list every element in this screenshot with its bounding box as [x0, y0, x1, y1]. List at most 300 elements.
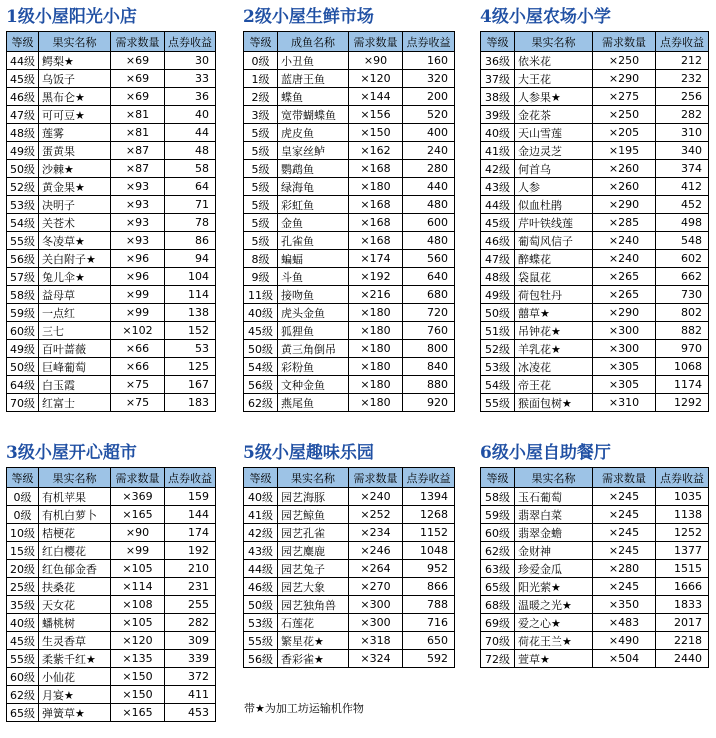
name-cell: 萱草★: [515, 650, 593, 668]
table-row: [481, 394, 709, 412]
level-cell: 5级: [244, 196, 278, 214]
quantity-cell: ×135: [111, 650, 165, 668]
level-cell: 56级: [7, 250, 39, 268]
quantity-cell: ×81: [111, 124, 165, 142]
panel-title: 6级小屋自助餐厅: [480, 443, 611, 463]
table-row: [244, 52, 455, 70]
quantity-cell: ×245: [593, 488, 656, 506]
table-row: [244, 250, 455, 268]
table-row: [481, 488, 709, 506]
level-cell: 53级: [481, 358, 515, 376]
level-cell: 36级: [481, 52, 515, 70]
coupon-cell: 372: [165, 668, 216, 686]
name-cell: 醉蝶花: [515, 250, 593, 268]
level-cell: 50级: [244, 596, 278, 614]
level-cell: 54级: [7, 214, 39, 232]
table-row: [244, 196, 455, 214]
name-cell: 益母草: [39, 286, 111, 304]
table-row: [481, 250, 709, 268]
column-header: 等级: [244, 32, 278, 52]
table-row: [244, 596, 455, 614]
coupon-cell: 1666: [656, 578, 709, 596]
coupon-cell: 212: [656, 52, 709, 70]
name-cell: 蟠桃树: [39, 614, 111, 632]
name-cell: 彩粉鱼: [278, 358, 349, 376]
name-cell: 红富士: [39, 394, 111, 412]
quantity-cell: ×490: [593, 632, 656, 650]
table-row: [481, 178, 709, 196]
table-row: [481, 70, 709, 88]
column-header: 需求数量: [593, 32, 656, 52]
column-header: 点券收益: [165, 468, 216, 488]
table-row: [244, 358, 455, 376]
column-header: 果实名称: [39, 32, 111, 52]
table-happy-supermarket: [6, 467, 216, 722]
table-row: [7, 614, 216, 632]
table-buffet-restaurant: [480, 467, 709, 668]
level-cell: 54级: [244, 358, 278, 376]
name-cell: 温暖之光★: [515, 596, 593, 614]
level-cell: 55级: [7, 650, 39, 668]
table-row: [481, 376, 709, 394]
quantity-cell: ×245: [593, 578, 656, 596]
name-cell: 阳光萦★: [515, 578, 593, 596]
name-cell: 黄金果★: [39, 178, 111, 196]
name-cell: 园艺独角兽: [278, 596, 349, 614]
coupon-cell: 440: [403, 178, 455, 196]
column-header: 需求数量: [111, 32, 165, 52]
level-cell: 49级: [7, 142, 39, 160]
table-row: [244, 124, 455, 142]
coupon-cell: 210: [165, 560, 216, 578]
name-cell: 决明子: [39, 196, 111, 214]
quantity-cell: ×290: [593, 196, 656, 214]
column-header: 需求数量: [593, 468, 656, 488]
table-row: [7, 268, 216, 286]
table-row: [244, 88, 455, 106]
coupon-cell: 58: [165, 160, 216, 178]
table-sunshine-store: [6, 31, 216, 412]
name-cell: 蓝唐王鱼: [278, 70, 349, 88]
quantity-cell: ×180: [349, 394, 403, 412]
table-row: [7, 542, 216, 560]
table-row: [244, 160, 455, 178]
quantity-cell: ×180: [349, 376, 403, 394]
level-cell: 1级: [244, 70, 278, 88]
coupon-cell: 183: [165, 394, 216, 412]
level-cell: 39级: [481, 106, 515, 124]
coupon-cell: 53: [165, 340, 216, 358]
level-cell: 55级: [7, 232, 39, 250]
level-cell: 47级: [7, 106, 39, 124]
name-cell: 桔梗花: [39, 524, 111, 542]
coupon-cell: 662: [656, 268, 709, 286]
level-cell: 5级: [244, 214, 278, 232]
name-cell: 绿海龟: [278, 178, 349, 196]
coupon-cell: 320: [403, 70, 455, 88]
level-cell: 0级: [244, 52, 278, 70]
name-cell: 袋鼠花: [515, 268, 593, 286]
quantity-cell: ×195: [593, 142, 656, 160]
quantity-cell: ×90: [349, 52, 403, 70]
coupon-cell: 94: [165, 250, 216, 268]
quantity-cell: ×69: [111, 52, 165, 70]
quantity-cell: ×162: [349, 142, 403, 160]
table-row: [7, 650, 216, 668]
level-cell: 47级: [481, 250, 515, 268]
name-cell: 蝙蝠: [278, 250, 349, 268]
quantity-cell: ×150: [349, 124, 403, 142]
name-cell: 爱之心★: [515, 614, 593, 632]
table-row: [481, 506, 709, 524]
name-cell: 生灵香草: [39, 632, 111, 650]
quantity-cell: ×310: [593, 394, 656, 412]
coupon-cell: 840: [403, 358, 455, 376]
level-cell: 62级: [7, 686, 39, 704]
level-cell: 43级: [244, 542, 278, 560]
quantity-cell: ×93: [111, 232, 165, 250]
level-cell: 60级: [7, 322, 39, 340]
quantity-cell: ×280: [593, 560, 656, 578]
name-cell: 芹叶铁线莲: [515, 214, 593, 232]
quantity-cell: ×234: [349, 524, 403, 542]
coupon-cell: 1152: [403, 524, 455, 542]
name-cell: 可可豆★: [39, 106, 111, 124]
quantity-cell: ×87: [111, 142, 165, 160]
level-cell: 44级: [244, 560, 278, 578]
column-header: 果实名称: [515, 32, 593, 52]
level-cell: 53级: [244, 614, 278, 632]
quantity-cell: ×93: [111, 178, 165, 196]
table-row: [244, 376, 455, 394]
level-cell: 20级: [7, 560, 39, 578]
coupon-cell: 78: [165, 214, 216, 232]
quantity-cell: ×102: [111, 322, 165, 340]
name-cell: 狐狸鱼: [278, 322, 349, 340]
name-cell: 百叶蔷薇: [39, 340, 111, 358]
coupon-cell: 880: [403, 376, 455, 394]
quantity-cell: ×96: [111, 250, 165, 268]
quantity-cell: ×285: [593, 214, 656, 232]
column-header: 需求数量: [349, 468, 403, 488]
coupon-cell: 30: [165, 52, 216, 70]
quantity-cell: ×369: [111, 488, 165, 506]
table-row: [481, 322, 709, 340]
name-cell: 似血杜鹃: [515, 196, 593, 214]
quantity-cell: ×265: [593, 286, 656, 304]
name-cell: 弹簧草★: [39, 704, 111, 722]
table-row: [244, 304, 455, 322]
level-cell: 5级: [244, 142, 278, 160]
name-cell: 石莲花: [278, 614, 349, 632]
level-cell: 65级: [7, 704, 39, 722]
name-cell: 红色郁金香: [39, 560, 111, 578]
coupon-cell: 36: [165, 88, 216, 106]
coupon-cell: 144: [165, 506, 216, 524]
table-row: [7, 578, 216, 596]
coupon-cell: 1292: [656, 394, 709, 412]
quantity-cell: ×240: [349, 488, 403, 506]
coupon-cell: 231: [165, 578, 216, 596]
level-cell: 3级: [244, 106, 278, 124]
coupon-cell: 802: [656, 304, 709, 322]
level-cell: 0级: [7, 506, 39, 524]
quantity-cell: ×504: [593, 650, 656, 668]
table-row: [244, 578, 455, 596]
table-row: [481, 286, 709, 304]
coupon-cell: 788: [403, 596, 455, 614]
table-row: [7, 196, 216, 214]
level-cell: 25级: [7, 578, 39, 596]
level-cell: 49级: [7, 340, 39, 358]
name-cell: 囍草★: [515, 304, 593, 322]
table-row: [481, 232, 709, 250]
quantity-cell: ×240: [593, 250, 656, 268]
name-cell: 蝶鱼: [278, 88, 349, 106]
table-row: [7, 322, 216, 340]
quantity-cell: ×168: [349, 196, 403, 214]
quantity-cell: ×99: [111, 542, 165, 560]
coupon-cell: 800: [403, 340, 455, 358]
quantity-cell: ×81: [111, 106, 165, 124]
name-cell: 香彩雀★: [278, 650, 349, 668]
level-cell: 56级: [244, 376, 278, 394]
coupon-cell: 44: [165, 124, 216, 142]
coupon-cell: 48: [165, 142, 216, 160]
level-cell: 9级: [244, 268, 278, 286]
quantity-cell: ×105: [111, 560, 165, 578]
column-header: 点券收益: [403, 468, 455, 488]
level-cell: 50级: [7, 358, 39, 376]
quantity-cell: ×318: [349, 632, 403, 650]
table-row: [244, 106, 455, 124]
quantity-cell: ×250: [593, 52, 656, 70]
coupon-cell: 33: [165, 70, 216, 88]
quantity-cell: ×96: [111, 268, 165, 286]
coupon-cell: 282: [656, 106, 709, 124]
table-row: [481, 124, 709, 142]
table-row: [244, 614, 455, 632]
column-header: 需求数量: [111, 468, 165, 488]
coupon-cell: 1268: [403, 506, 455, 524]
coupon-cell: 1394: [403, 488, 455, 506]
panel-title: 3级小屋开心超市: [6, 443, 137, 463]
coupon-cell: 125: [165, 358, 216, 376]
coupon-cell: 256: [656, 88, 709, 106]
level-cell: 50级: [481, 304, 515, 322]
level-cell: 68级: [481, 596, 515, 614]
coupon-cell: 952: [403, 560, 455, 578]
table-row: [244, 340, 455, 358]
table-row: [7, 286, 216, 304]
table-header-row: [481, 468, 709, 488]
level-cell: 11级: [244, 286, 278, 304]
column-header: 等级: [244, 468, 278, 488]
coupon-cell: 114: [165, 286, 216, 304]
name-cell: 金鱼: [278, 214, 349, 232]
level-cell: 63级: [481, 560, 515, 578]
level-cell: 52级: [481, 340, 515, 358]
table-row: [7, 560, 216, 578]
table-row: [481, 560, 709, 578]
table-row: [7, 632, 216, 650]
table-row: [481, 340, 709, 358]
level-cell: 53级: [7, 196, 39, 214]
quantity-cell: ×180: [349, 340, 403, 358]
coupon-cell: 40: [165, 106, 216, 124]
name-cell: 乌饭子: [39, 70, 111, 88]
coupon-cell: 1068: [656, 358, 709, 376]
column-header: 等级: [481, 32, 515, 52]
level-cell: 58级: [7, 286, 39, 304]
name-cell: 人参果★: [515, 88, 593, 106]
quantity-cell: ×265: [593, 268, 656, 286]
coupon-cell: 720: [403, 304, 455, 322]
quantity-cell: ×99: [111, 286, 165, 304]
table-row: [481, 578, 709, 596]
table-fun-park: [243, 467, 455, 668]
table-row: [244, 650, 455, 668]
quantity-cell: ×99: [111, 304, 165, 322]
coupon-cell: 64: [165, 178, 216, 196]
coupon-cell: 453: [165, 704, 216, 722]
coupon-cell: 760: [403, 322, 455, 340]
column-header: 成鱼名称: [278, 32, 349, 52]
quantity-cell: ×205: [593, 124, 656, 142]
table-header-row: [7, 468, 216, 488]
quantity-cell: ×108: [111, 596, 165, 614]
table-row: [7, 52, 216, 70]
table-row: [7, 106, 216, 124]
table-row: [7, 340, 216, 358]
table-row: [481, 650, 709, 668]
level-cell: 42级: [481, 160, 515, 178]
coupon-cell: 520: [403, 106, 455, 124]
name-cell: 冬凌草★: [39, 232, 111, 250]
coupon-cell: 560: [403, 250, 455, 268]
coupon-cell: 174: [165, 524, 216, 542]
table-row: [7, 70, 216, 88]
name-cell: 一点红: [39, 304, 111, 322]
level-cell: 55级: [244, 632, 278, 650]
name-cell: 有机苹果: [39, 488, 111, 506]
name-cell: 天女花: [39, 596, 111, 614]
table-row: [7, 304, 216, 322]
name-cell: 柔紫千红★: [39, 650, 111, 668]
name-cell: 小丑鱼: [278, 52, 349, 70]
table-row: [244, 394, 455, 412]
quantity-cell: ×300: [349, 614, 403, 632]
quantity-cell: ×245: [593, 524, 656, 542]
level-cell: 45级: [7, 632, 39, 650]
quantity-cell: ×90: [111, 524, 165, 542]
column-header: 果实名称: [278, 468, 349, 488]
quantity-cell: ×180: [349, 322, 403, 340]
table-row: [7, 686, 216, 704]
quantity-cell: ×192: [349, 268, 403, 286]
coupon-cell: 680: [403, 286, 455, 304]
table-row: [244, 142, 455, 160]
coupon-cell: 1833: [656, 596, 709, 614]
quantity-cell: ×180: [349, 304, 403, 322]
name-cell: 鳄梨★: [39, 52, 111, 70]
coupon-cell: 920: [403, 394, 455, 412]
level-cell: 38级: [481, 88, 515, 106]
quantity-cell: ×240: [593, 232, 656, 250]
quantity-cell: ×165: [111, 506, 165, 524]
table-row: [7, 178, 216, 196]
table-row: [7, 596, 216, 614]
level-cell: 46级: [7, 88, 39, 106]
coupon-cell: 374: [656, 160, 709, 178]
column-header: 果实名称: [39, 468, 111, 488]
coupon-cell: 1138: [656, 506, 709, 524]
name-cell: 虎头金鱼: [278, 304, 349, 322]
quantity-cell: ×260: [593, 178, 656, 196]
table-row: [481, 632, 709, 650]
quantity-cell: ×168: [349, 160, 403, 178]
quantity-cell: ×260: [593, 160, 656, 178]
name-cell: 接吻鱼: [278, 286, 349, 304]
table-row: [7, 394, 216, 412]
level-cell: 40级: [244, 488, 278, 506]
coupon-cell: 412: [656, 178, 709, 196]
name-cell: 黄三角倒吊: [278, 340, 349, 358]
quantity-cell: ×93: [111, 214, 165, 232]
table-fresh-market: [243, 31, 455, 412]
table-row: [7, 142, 216, 160]
quantity-cell: ×216: [349, 286, 403, 304]
coupon-cell: 1048: [403, 542, 455, 560]
column-header: 果实名称: [515, 468, 593, 488]
quantity-cell: ×105: [111, 614, 165, 632]
level-cell: 45级: [7, 70, 39, 88]
name-cell: 园艺麋鹿: [278, 542, 349, 560]
table-row: [244, 632, 455, 650]
quantity-cell: ×69: [111, 70, 165, 88]
table-row: [481, 196, 709, 214]
level-cell: 58级: [481, 488, 515, 506]
name-cell: 白玉霞: [39, 376, 111, 394]
coupon-cell: 2218: [656, 632, 709, 650]
coupon-cell: 167: [165, 376, 216, 394]
level-cell: 5级: [244, 160, 278, 178]
table-row: [7, 160, 216, 178]
level-cell: 15级: [7, 542, 39, 560]
table-row: [7, 124, 216, 142]
table-row: [7, 524, 216, 542]
table-row: [7, 668, 216, 686]
quantity-cell: ×165: [111, 704, 165, 722]
quantity-cell: ×483: [593, 614, 656, 632]
table-farm-school: [480, 31, 709, 412]
name-cell: 猴面包树★: [515, 394, 593, 412]
table-row: [481, 268, 709, 286]
coupon-cell: 2017: [656, 614, 709, 632]
coupon-cell: 104: [165, 268, 216, 286]
column-header: 点券收益: [656, 32, 709, 52]
quantity-cell: ×180: [349, 358, 403, 376]
name-cell: 三七: [39, 322, 111, 340]
level-cell: 40级: [481, 124, 515, 142]
table-row: [481, 596, 709, 614]
quantity-cell: ×264: [349, 560, 403, 578]
name-cell: 红白樱花: [39, 542, 111, 560]
name-cell: 有机白萝卜: [39, 506, 111, 524]
coupon-cell: 232: [656, 70, 709, 88]
name-cell: 珍爱金瓜: [515, 560, 593, 578]
table-row: [244, 322, 455, 340]
